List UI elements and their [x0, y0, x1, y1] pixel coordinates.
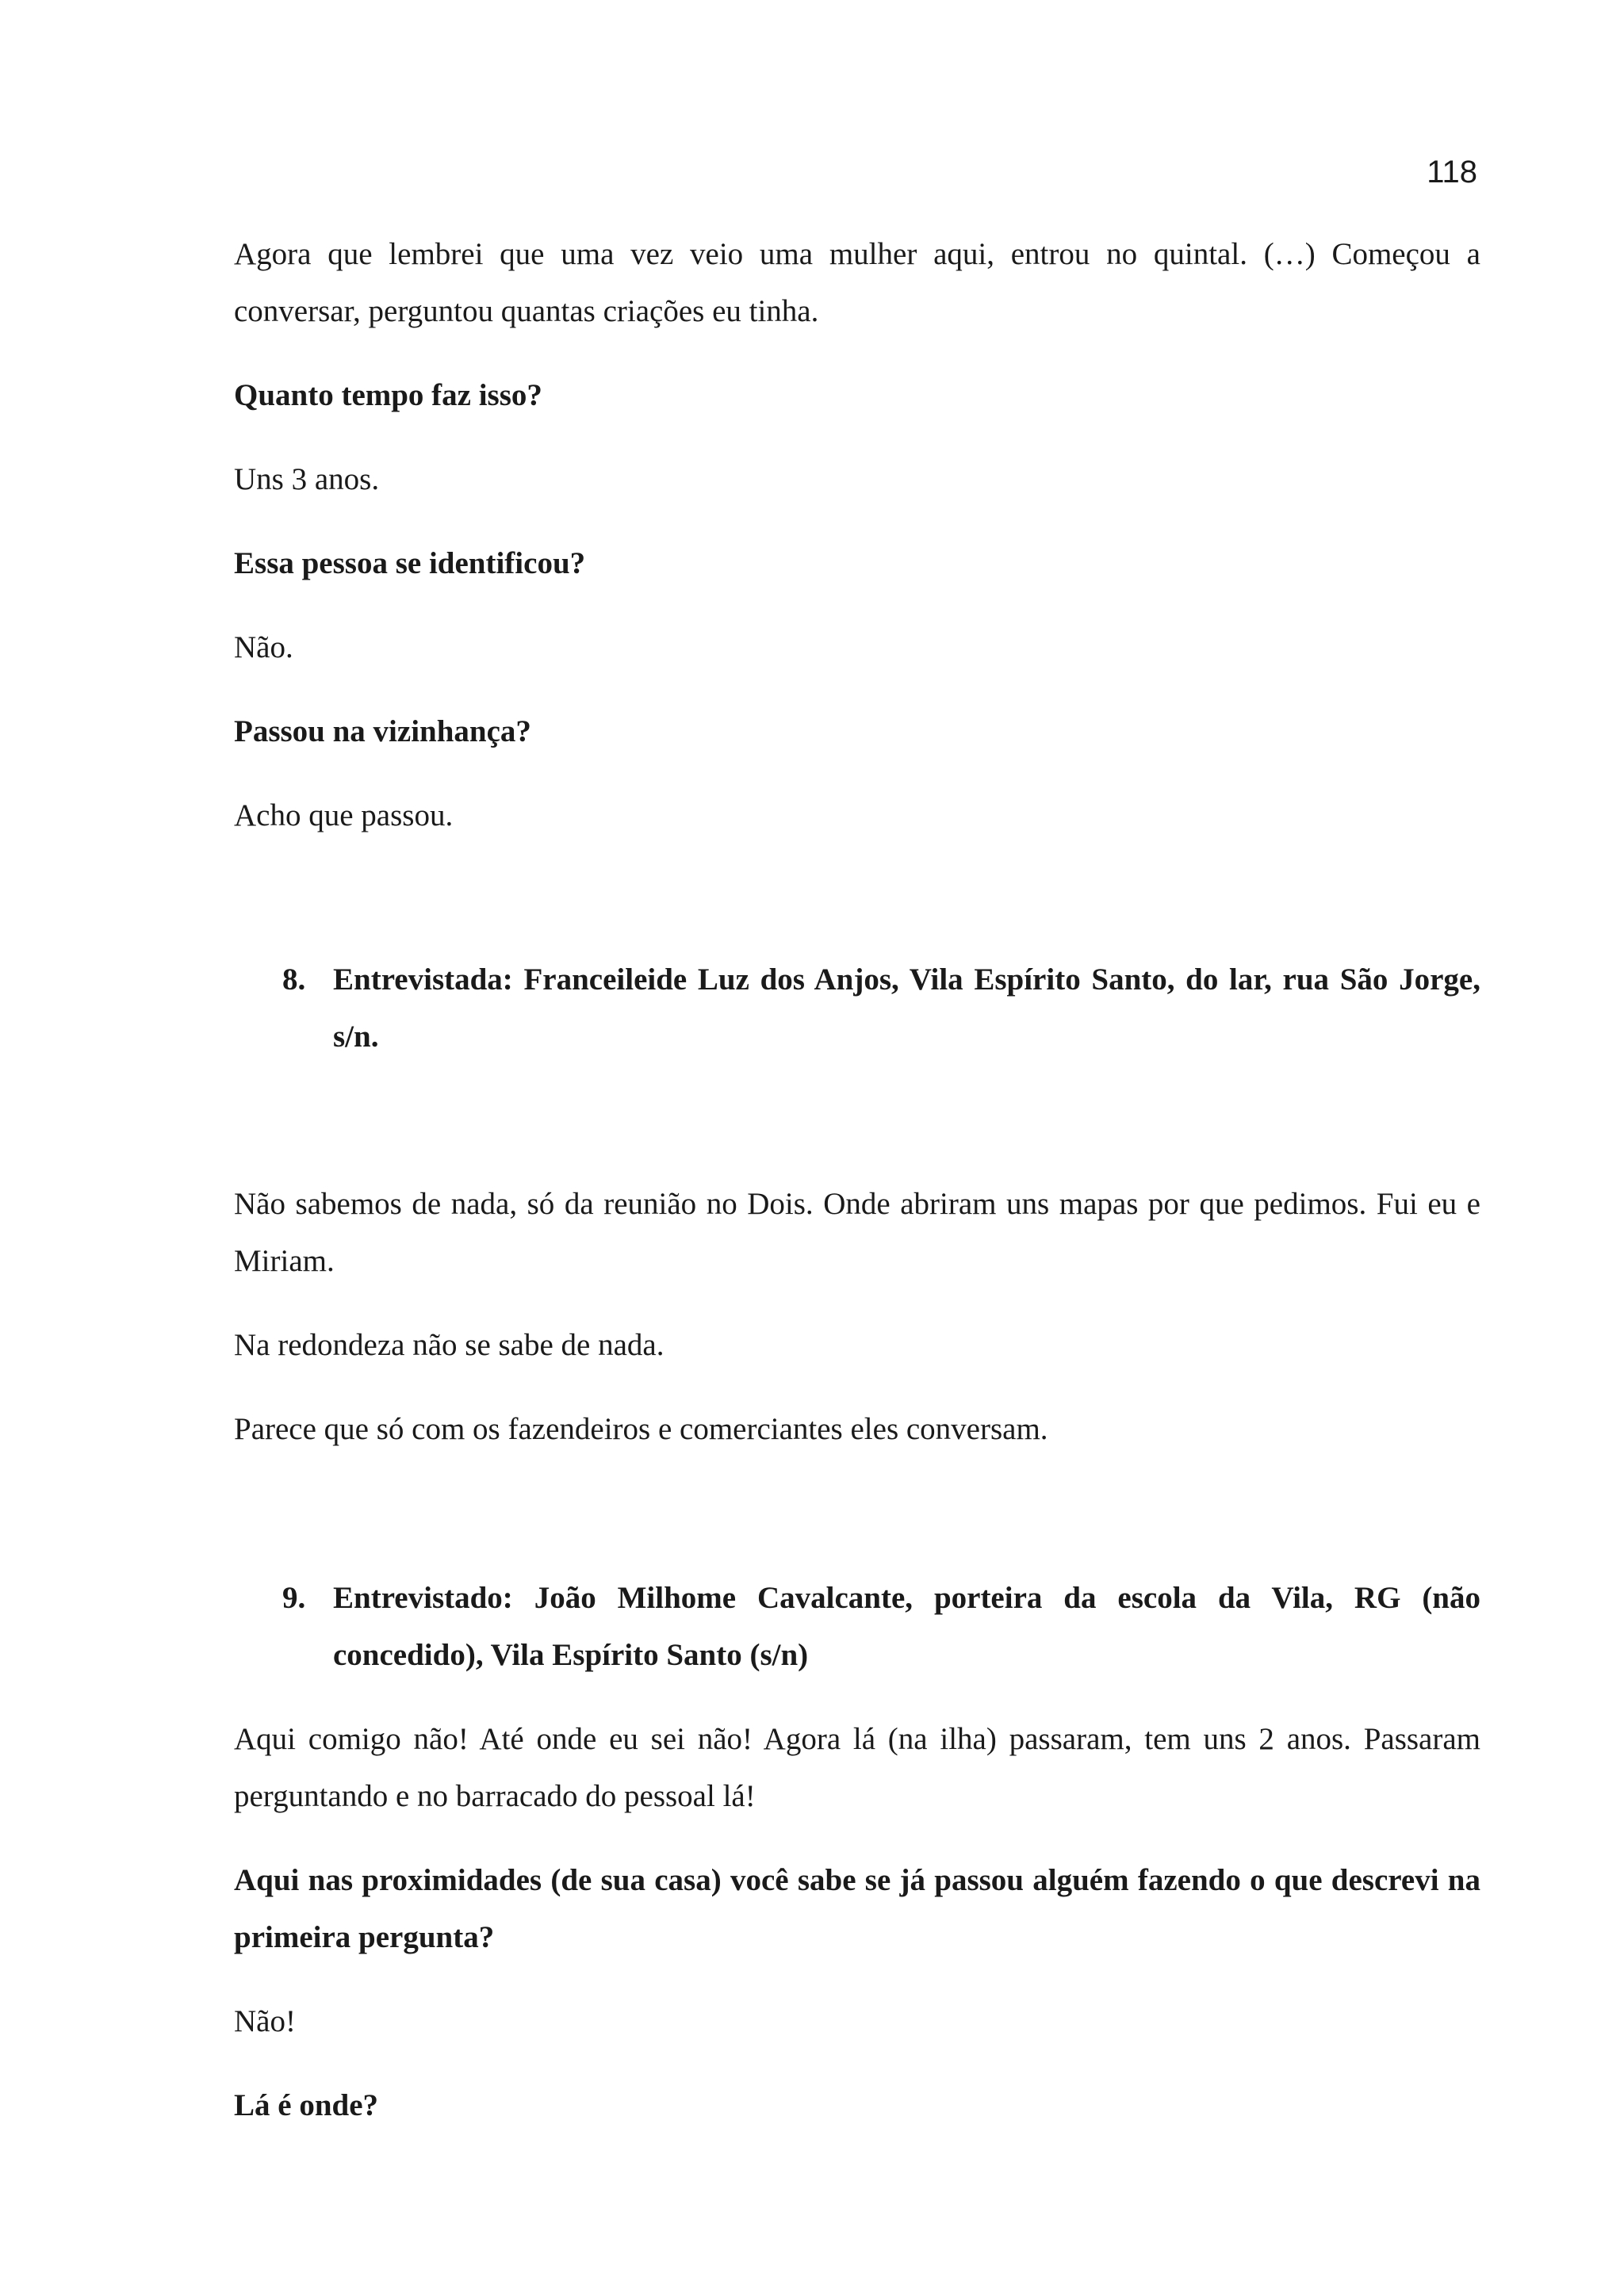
interview-heading — [282, 951, 1480, 1066]
answer-paragraph: Uns 3 anos. — [234, 462, 380, 496]
answer-paragraph: Não sabemos de nada, só da reunião no Dois. Onde abriram uns mapas por que pedimos. Fui eu e Miriam. — [234, 1187, 1480, 1278]
answer-paragraph: Agora que lembrei que uma vez veio uma mulher aqui, entrou no quintal. (…) Começou a conversar, perguntou quantas criações eu tinha. — [234, 237, 1480, 328]
answer-paragraph: Acho que passou. — [234, 798, 454, 832]
question-paragraph: Aqui nas proximidades (de sua casa) você sabe se já passou alguém fazendo o que descrevi na primeira pergunta? — [234, 1863, 1480, 1954]
answer-paragraph: Aqui comigo não! Até onde eu sei não! Agora lá (na ilha) passaram, tem uns 2 anos. Passaram perguntando e no barracado do pessoal lá! — [234, 1722, 1480, 1813]
page-number: 118 — [1427, 155, 1477, 189]
heading-text: Entrevistada: Franceileide Luz dos Anjos, Vila Espírito Santo, do lar, rua São Jorge, s/n. — [333, 962, 1480, 1054]
answer-paragraph: Parece que só com os fazendeiros e comerciantes eles conversam. — [234, 1412, 1048, 1446]
heading-text: Entrevistado: João Milhome Cavalcante, porteira da escola da Vila, RG (não concedido), Vila Espírito Santo (s/n) — [333, 1581, 1480, 1672]
question-paragraph: Essa pessoa se identificou? — [234, 546, 586, 580]
heading-number: 8. — [282, 962, 306, 997]
answer-paragraph: Não. — [234, 630, 293, 664]
question-paragraph: Quanto tempo faz isso? — [234, 378, 542, 412]
question-paragraph: Lá é onde? — [234, 2088, 379, 2122]
answer-paragraph: Na redondeza não se sabe de nada. — [234, 1328, 665, 1362]
interview-heading — [282, 1570, 1480, 1684]
answer-paragraph: Não! — [234, 2004, 296, 2038]
heading-number: 9. — [282, 1581, 306, 1615]
question-paragraph: Passou na vizinhança? — [234, 714, 531, 748]
